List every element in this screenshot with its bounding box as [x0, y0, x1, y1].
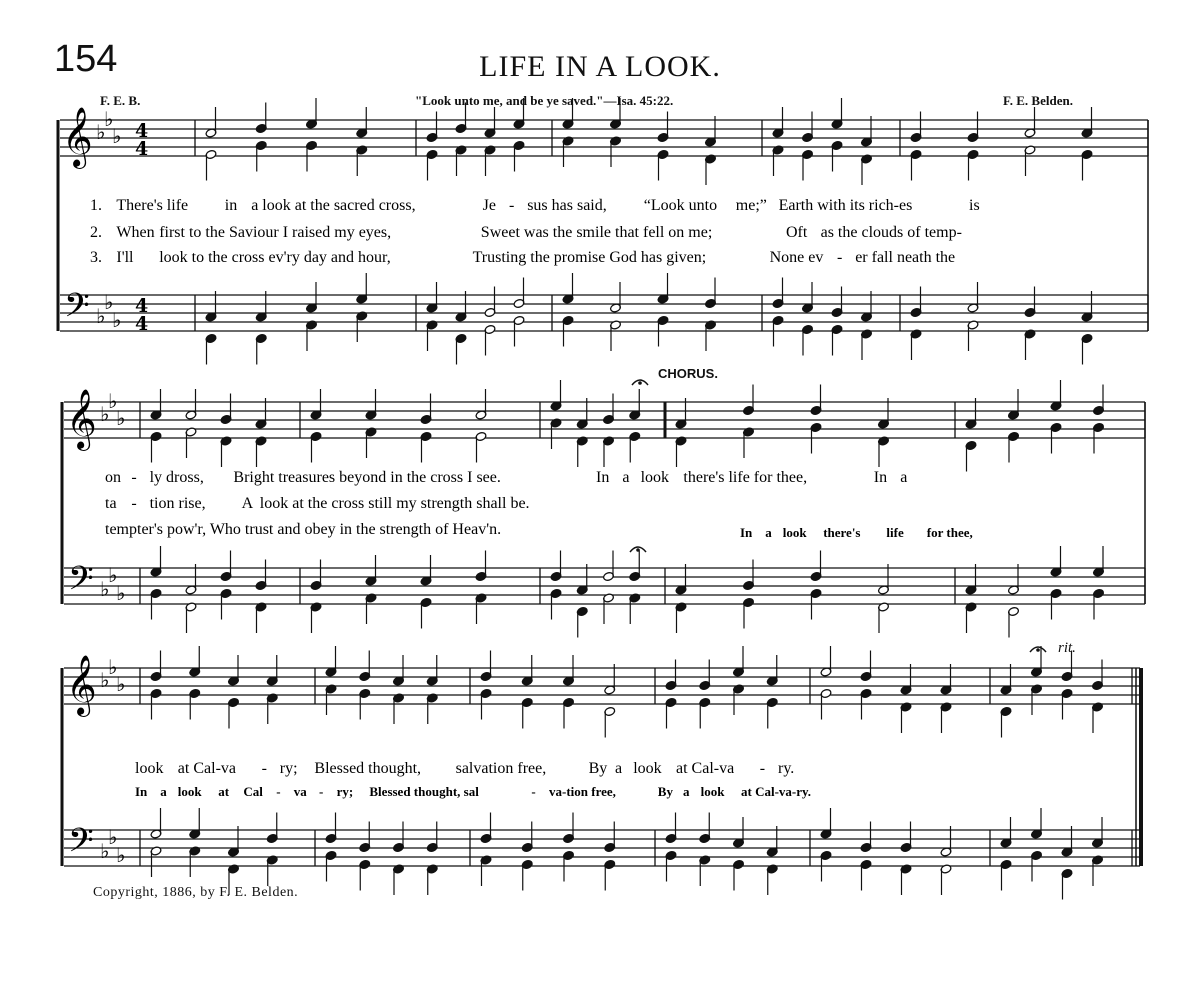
note — [255, 436, 267, 467]
note — [189, 808, 201, 839]
svg-text:♭: ♭ — [108, 655, 118, 679]
note — [266, 855, 278, 886]
note — [772, 278, 784, 309]
note — [365, 389, 377, 420]
note — [426, 112, 438, 143]
note — [743, 427, 755, 458]
note — [675, 602, 687, 633]
note — [393, 864, 405, 895]
note — [484, 107, 496, 138]
treble-clef-icon: 𝄞 — [66, 655, 97, 715]
note — [1031, 684, 1043, 715]
note — [455, 333, 467, 364]
note — [325, 813, 337, 844]
note — [484, 324, 496, 355]
fermata-icon — [1030, 647, 1046, 652]
note — [1093, 385, 1105, 416]
note — [189, 846, 201, 877]
note — [205, 333, 217, 364]
note — [310, 560, 322, 591]
note — [967, 320, 979, 351]
bass-clef-icon: 𝄢 — [68, 822, 94, 868]
note — [1008, 389, 1020, 420]
fermata-icon — [630, 547, 646, 552]
note — [255, 333, 267, 364]
note — [604, 664, 616, 695]
note — [965, 440, 977, 471]
svg-text:♭: ♭ — [100, 668, 110, 692]
note — [185, 564, 197, 595]
note — [220, 436, 232, 467]
svg-text:♭: ♭ — [112, 124, 122, 148]
key-signature-flats — [100, 563, 125, 605]
note — [766, 864, 778, 895]
note — [967, 112, 979, 143]
note — [900, 822, 912, 853]
note — [1081, 107, 1093, 138]
note — [480, 813, 492, 844]
note — [255, 602, 267, 633]
svg-text:♭: ♭ — [96, 120, 106, 144]
note — [455, 103, 467, 134]
note — [550, 551, 562, 582]
note — [665, 813, 677, 844]
note — [356, 311, 368, 342]
svg-text:♭: ♭ — [108, 389, 118, 413]
note — [1092, 855, 1104, 886]
note — [426, 149, 438, 180]
note — [1081, 291, 1093, 322]
note — [455, 291, 467, 322]
svg-text:♭: ♭ — [116, 843, 126, 867]
svg-text:♭: ♭ — [104, 290, 114, 314]
ritardando-mark: rit. — [1058, 640, 1076, 656]
treble-staff-1 — [60, 120, 1148, 156]
verse-3-lyrics-line-2: tempter's pow'r, Who trust and obey in the strength of Heav'n. — [105, 521, 502, 538]
treble-notes-3 — [150, 646, 1103, 738]
chorus-bass-lyrics-line-3: In a look at Cal - va - ry; Blessed thought, sal - va-tion free, By a look at Cal-va-ry. — [135, 784, 812, 799]
note — [766, 826, 778, 857]
note — [150, 846, 162, 877]
note — [699, 855, 711, 886]
time-signature — [135, 295, 148, 335]
verse-2-lyrics-line-1: 2. When first to the Saviour I raised my eyes, Sweet was the smile that fell on me; Oft as the clouds of temp- — [90, 224, 962, 241]
note — [965, 602, 977, 633]
note — [255, 398, 267, 429]
note — [1008, 564, 1020, 595]
scripture-reference: "Look unto me, and be ye saved."—Isa. 45:22. — [415, 93, 674, 108]
note — [393, 655, 405, 686]
note — [185, 389, 197, 420]
note — [861, 329, 873, 360]
note — [772, 107, 784, 138]
note — [359, 651, 371, 682]
hymn-number: 154 — [54, 38, 118, 80]
note — [150, 431, 162, 462]
note — [861, 154, 873, 185]
note — [1092, 702, 1104, 733]
note — [563, 655, 575, 686]
svg-text:♭: ♭ — [100, 839, 110, 863]
note — [657, 273, 669, 304]
note — [325, 684, 337, 715]
bass-clef-icon: 𝄢 — [64, 287, 90, 333]
note — [705, 116, 717, 147]
note — [562, 136, 574, 167]
note — [610, 320, 622, 351]
bass-clef-icon: 𝄢 — [68, 560, 94, 606]
note — [1008, 431, 1020, 462]
note — [604, 822, 616, 853]
note — [563, 813, 575, 844]
note — [521, 655, 533, 686]
note — [1061, 651, 1073, 682]
note — [1024, 107, 1036, 138]
bass-staff-3 — [64, 830, 1140, 866]
note — [603, 436, 615, 467]
note — [189, 646, 201, 677]
note — [1081, 149, 1093, 180]
note — [1000, 859, 1012, 890]
note — [426, 693, 438, 724]
note — [1024, 145, 1036, 176]
verse-1-lyrics-line-1: 1. There's life in a look at the sacred cross, Je - sus has said, “Look unto me;” Earth with its rich-es is — [90, 197, 980, 214]
note — [603, 394, 615, 425]
svg-text:♭: ♭ — [112, 308, 122, 332]
note — [576, 398, 588, 429]
note — [675, 398, 687, 429]
note — [306, 98, 318, 129]
note — [562, 98, 574, 129]
note — [1008, 606, 1020, 637]
note — [610, 136, 622, 167]
bass-staff-1 — [60, 295, 1148, 331]
note — [604, 706, 616, 737]
note — [604, 859, 616, 890]
note — [475, 431, 487, 462]
note — [475, 389, 487, 420]
note — [306, 282, 318, 313]
note — [420, 431, 432, 462]
note — [365, 427, 377, 458]
note — [861, 291, 873, 322]
note — [365, 555, 377, 586]
note — [965, 564, 977, 595]
note — [910, 287, 922, 318]
note — [900, 702, 912, 733]
note — [426, 320, 438, 351]
note — [967, 149, 979, 180]
note — [480, 855, 492, 886]
note — [733, 646, 745, 677]
note — [220, 551, 232, 582]
svg-text:4: 4 — [135, 295, 149, 317]
note — [356, 145, 368, 176]
note — [629, 431, 641, 462]
note — [665, 697, 677, 728]
note — [766, 697, 778, 728]
key-signature-flats — [96, 290, 121, 332]
note — [1031, 808, 1043, 839]
words-attribution: F. E. B. — [100, 93, 141, 108]
note — [365, 593, 377, 624]
note — [878, 398, 890, 429]
note — [878, 602, 890, 633]
note — [860, 651, 872, 682]
note — [1024, 287, 1036, 318]
note — [205, 291, 217, 322]
treble-notes-1 — [205, 98, 1093, 185]
bass-notes-3 — [150, 808, 1103, 900]
note — [1050, 546, 1062, 577]
note — [205, 149, 217, 180]
note — [900, 864, 912, 895]
note — [766, 655, 778, 686]
note — [610, 282, 622, 313]
note — [310, 431, 322, 462]
note — [426, 822, 438, 853]
copyright-notice: Copyright, 1886, by F. E. Belden. — [93, 885, 299, 900]
note — [550, 380, 562, 411]
verse-2-lyrics-line-2: ta - tion rise, A look at the cross still my strength shall be. — [105, 495, 530, 512]
note — [185, 602, 197, 633]
note — [743, 560, 755, 591]
note — [878, 564, 890, 595]
note — [772, 145, 784, 176]
note — [228, 697, 240, 728]
note — [185, 427, 197, 458]
hymn-title: LIFE IN A LOOK. — [479, 50, 721, 83]
note — [420, 394, 432, 425]
fermata-icon — [632, 380, 648, 385]
note — [657, 112, 669, 143]
note — [576, 564, 588, 595]
svg-text:♭: ♭ — [116, 581, 126, 605]
note — [356, 107, 368, 138]
note — [860, 859, 872, 890]
svg-text:♭: ♭ — [108, 563, 118, 587]
svg-text:♭: ♭ — [100, 402, 110, 426]
note — [393, 822, 405, 853]
note — [802, 282, 814, 313]
note — [733, 817, 745, 848]
note — [705, 278, 717, 309]
note — [1024, 329, 1036, 360]
note — [1092, 817, 1104, 848]
note — [550, 418, 562, 449]
note — [255, 560, 267, 591]
note — [861, 116, 873, 147]
note — [150, 651, 162, 682]
treble-clef-icon: 𝄞 — [66, 389, 97, 449]
note — [325, 646, 337, 677]
note — [810, 385, 822, 416]
svg-text:♭: ♭ — [116, 672, 126, 696]
note — [860, 822, 872, 853]
note — [910, 329, 922, 360]
note — [521, 822, 533, 853]
note — [220, 394, 232, 425]
note — [603, 593, 615, 624]
note — [310, 602, 322, 633]
svg-text:♭: ♭ — [116, 406, 126, 430]
svg-text:♭: ♭ — [108, 825, 118, 849]
treble-clef-icon: 𝄞 — [62, 107, 93, 167]
note — [1000, 817, 1012, 848]
note — [563, 697, 575, 728]
note — [513, 98, 525, 129]
note — [426, 864, 438, 895]
note — [629, 593, 641, 624]
note — [705, 320, 717, 351]
note — [802, 149, 814, 180]
bass-notes-1 — [205, 273, 1093, 365]
note — [205, 107, 217, 138]
note — [629, 551, 641, 582]
note — [940, 864, 952, 895]
note — [910, 112, 922, 143]
note — [831, 287, 843, 318]
bass-notes-2 — [150, 546, 1104, 638]
note — [1000, 706, 1012, 737]
note — [475, 593, 487, 624]
svg-text:♭: ♭ — [104, 107, 114, 131]
music-attribution: F. E. Belden. — [1003, 93, 1073, 108]
note — [420, 555, 432, 586]
note — [484, 145, 496, 176]
svg-text:♭: ♭ — [96, 304, 106, 328]
note — [699, 660, 711, 691]
note — [699, 697, 711, 728]
note — [150, 389, 162, 420]
chorus-label: CHORUS. — [658, 366, 718, 381]
note — [940, 826, 952, 857]
chorus-treble-lyrics-line-3: look at Cal-va - ry; Blessed thought, salvation free, By a look at Cal-va - ry. — [135, 760, 795, 777]
note — [266, 655, 278, 686]
treble-staff-3 — [64, 668, 1140, 704]
note — [521, 859, 533, 890]
note — [802, 112, 814, 143]
note — [1061, 826, 1073, 857]
note — [484, 287, 496, 318]
note — [940, 664, 952, 695]
note — [228, 826, 240, 857]
svg-text:4: 4 — [135, 313, 149, 335]
note — [657, 149, 669, 180]
note — [356, 273, 368, 304]
note — [576, 436, 588, 467]
note — [562, 273, 574, 304]
note — [1050, 380, 1062, 411]
note — [150, 808, 162, 839]
note — [603, 551, 615, 582]
note — [521, 697, 533, 728]
note — [965, 398, 977, 429]
note — [455, 145, 467, 176]
svg-text:4: 4 — [135, 120, 149, 142]
note — [393, 693, 405, 724]
note — [480, 651, 492, 682]
key-signature-flats — [100, 389, 125, 430]
note — [629, 389, 641, 420]
key-signature-flats — [100, 655, 125, 696]
note — [228, 864, 240, 895]
svg-text:4: 4 — [135, 138, 149, 160]
note — [967, 282, 979, 313]
note — [665, 660, 677, 691]
note — [831, 98, 843, 129]
note — [359, 859, 371, 890]
time-signature — [135, 120, 148, 160]
note — [743, 597, 755, 628]
note — [705, 154, 717, 185]
note — [576, 606, 588, 637]
note — [878, 436, 890, 467]
svg-text:♭: ♭ — [100, 577, 110, 601]
note — [820, 646, 832, 677]
chorus-bass-lyrics-line-2: In a look there's life for thee, — [740, 525, 973, 540]
note — [900, 664, 912, 695]
verse-1-lyrics-line-2: on - ly dross, Bright treasures beyond in the cross I see. In a look there's life for thee, In a — [105, 469, 908, 486]
key-signature-flats — [100, 825, 125, 867]
note — [310, 389, 322, 420]
verse-3-lyrics-line-1: 3. I'll look to the cross ev'ry day and hour, Trusting the promise God has given; None ev - er fall neath the — [90, 249, 956, 266]
note — [940, 702, 952, 733]
note — [699, 813, 711, 844]
note — [1093, 546, 1105, 577]
key-signature-flats — [96, 107, 121, 148]
note — [266, 693, 278, 724]
note — [475, 551, 487, 582]
note — [255, 291, 267, 322]
note — [513, 278, 525, 309]
note — [420, 597, 432, 628]
note — [831, 324, 843, 355]
note — [426, 655, 438, 686]
note — [733, 684, 745, 715]
note — [1081, 333, 1093, 364]
note — [910, 149, 922, 180]
note — [1000, 664, 1012, 695]
note — [675, 436, 687, 467]
note — [810, 551, 822, 582]
note — [426, 282, 438, 313]
note — [1092, 660, 1104, 691]
note — [1061, 868, 1073, 899]
note — [743, 385, 755, 416]
note — [306, 320, 318, 351]
note — [359, 822, 371, 853]
note — [266, 813, 278, 844]
note — [733, 859, 745, 890]
note — [610, 98, 622, 129]
note — [150, 546, 162, 577]
note — [228, 655, 240, 686]
note — [255, 103, 267, 134]
note — [675, 564, 687, 595]
note — [802, 324, 814, 355]
treble-notes-2 — [150, 380, 1104, 472]
note — [820, 808, 832, 839]
